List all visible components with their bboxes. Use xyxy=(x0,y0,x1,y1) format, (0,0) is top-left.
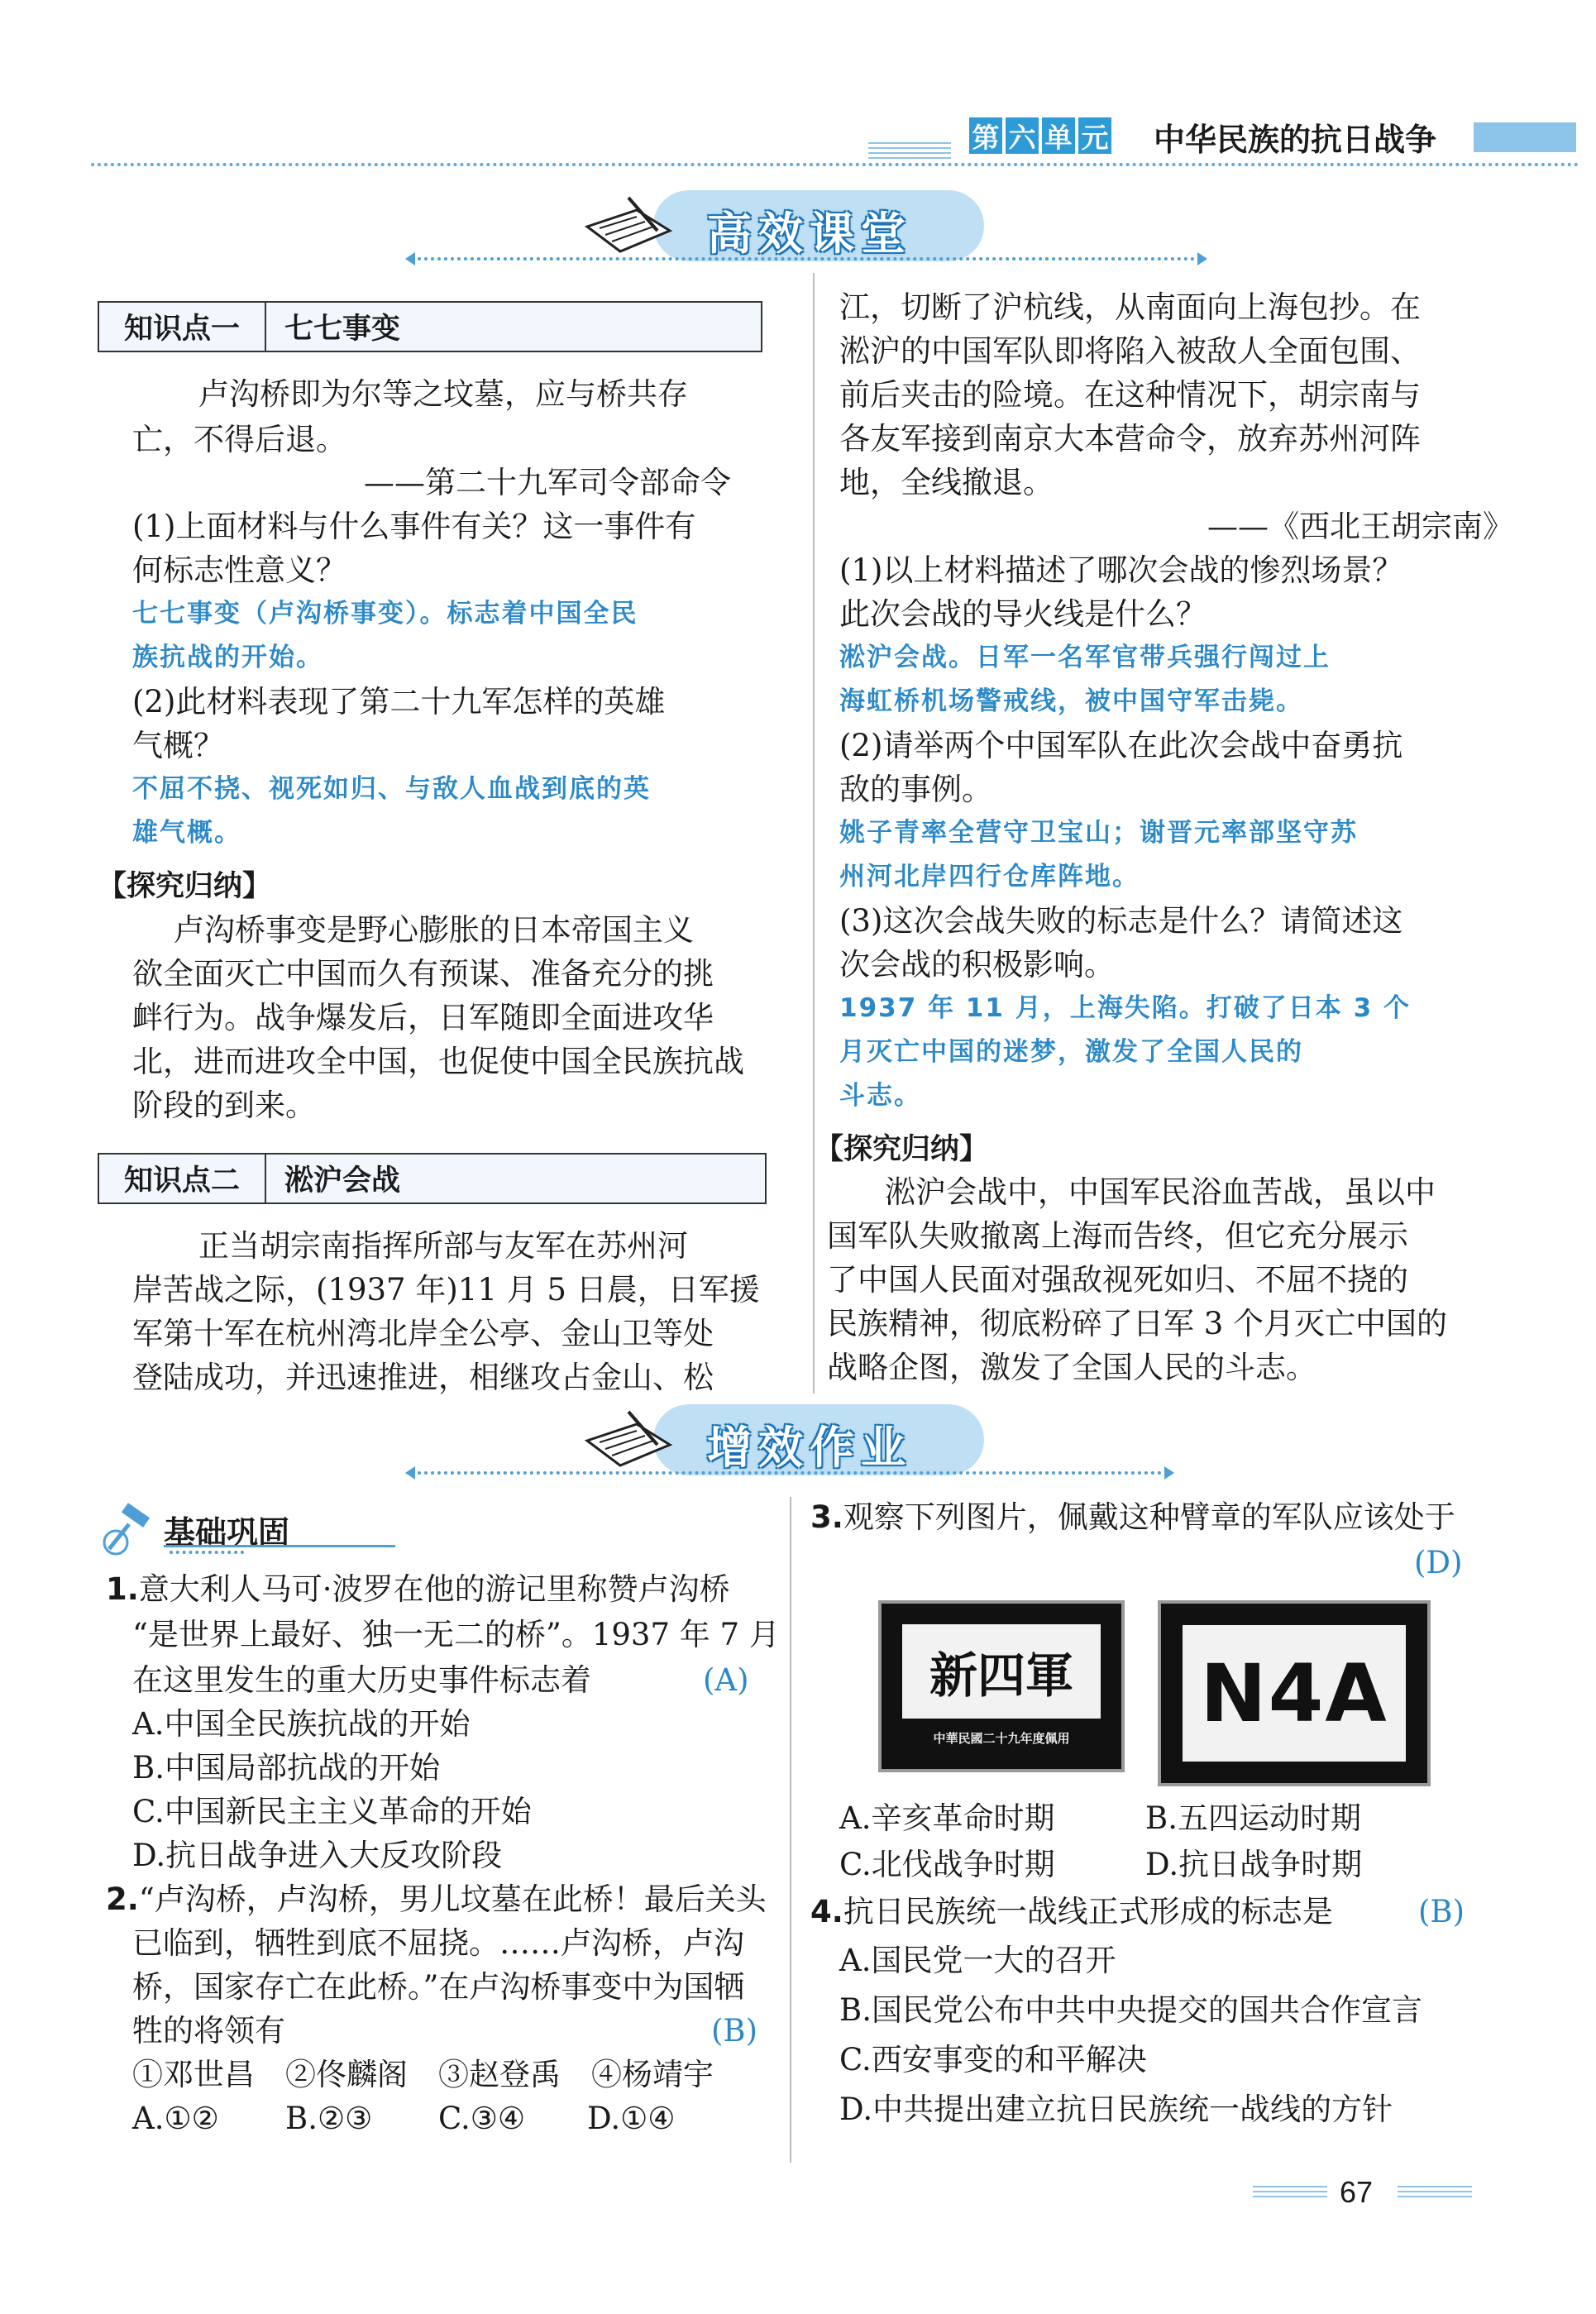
summary-text: 衅行为。战争爆发后，日军随即全面进攻华 xyxy=(132,1000,714,1035)
section-title: 高效课堂 xyxy=(707,208,912,260)
answer-choice: (D) xyxy=(1414,1545,1463,1580)
material-text: 亡，不得后退。 xyxy=(132,422,346,457)
option: C.中国新民主主义革命的开始 xyxy=(132,1794,532,1829)
summary-text: 欲全面灭亡中国而久有预谋、准备充分的挑 xyxy=(132,956,714,992)
header-decor-lines xyxy=(868,142,951,159)
answer-choice: (B) xyxy=(1418,1894,1465,1929)
section-title: 增效作业 xyxy=(707,1422,912,1474)
footer-decor-lines xyxy=(1398,2186,1472,2197)
material-text: 各友军接到南京大本营命令，放弃苏州河阵 xyxy=(839,421,1421,457)
option: C.北伐战争时期 xyxy=(839,1847,1055,1882)
question-stem: 意大利人马可·波罗在他的游记里称赞卢沟桥 xyxy=(138,1571,730,1607)
question-text: (1)以上材料描述了哪次会战的惨烈场景？ xyxy=(839,552,1403,588)
summary-text: 卢沟桥事变是野心膨胀的日本帝国主义 xyxy=(174,912,694,948)
answer-text: 淞沪会战。日军一名军官带兵强行闯过上 xyxy=(839,643,1331,672)
option: D.中共提出建立抗日民族统一战线的方针 xyxy=(839,2092,1393,2127)
option: A.①② xyxy=(132,2101,219,2136)
option: A.国民党一大的召开 xyxy=(839,1943,1116,1978)
summary-text: 了中国人民面对强敌视死如归、不屈不挠的 xyxy=(827,1262,1408,1298)
question-text: (2)请举两个中国军队在此次会战中奋勇抗 xyxy=(839,728,1403,763)
answer-text: 月灭亡中国的迷梦，激发了全国人民的 xyxy=(839,1037,1303,1067)
question-number: 4. xyxy=(810,1894,843,1929)
option: B.五四运动时期 xyxy=(1145,1800,1361,1836)
question-number: 2. xyxy=(106,1881,139,1917)
summary-text: 国军队失败撤离上海而告终，但它充分展示 xyxy=(827,1218,1408,1254)
header-divider xyxy=(91,163,1579,166)
armband-image-english xyxy=(1158,1600,1431,1786)
question-text: 何标志性意义？ xyxy=(132,552,346,588)
unit-badge xyxy=(968,116,1113,157)
notebook-pen-icon xyxy=(579,1408,678,1474)
basics-heading: 基础巩固 xyxy=(164,1514,290,1551)
material-source: ——第二十九军司令部命令 xyxy=(364,465,731,500)
answer-choice: (A) xyxy=(703,1662,749,1698)
basics-dots xyxy=(170,1551,244,1554)
knowledge-point-title: 七七事变 xyxy=(284,313,401,346)
page-number: 67 xyxy=(1340,2175,1374,2209)
question-2 xyxy=(106,1877,767,1921)
option: A.辛亥革命时期 xyxy=(839,1800,1055,1836)
question-number: 1. xyxy=(106,1571,139,1607)
answer-text: 雄气概。 xyxy=(132,818,241,848)
material-text: 淞沪的中国军队即将陷入被敌人全面包围、 xyxy=(839,333,1421,369)
summary-heading: 【探究归纳】 xyxy=(98,870,272,903)
question-1 xyxy=(106,1567,730,1611)
question-text: 此次会战的导火线是什么？ xyxy=(839,596,1207,632)
section-banner-classroom xyxy=(562,190,1025,265)
header-accent-bar xyxy=(1474,122,1576,152)
option: D.抗日战争时期 xyxy=(1145,1847,1363,1882)
material-text: 卢沟桥即为尔等之坟墓，应与桥共存 xyxy=(198,376,688,412)
option: B.②③ xyxy=(285,2101,373,2136)
question-text: (2)此材料表现了第二十九军怎样的英雄 xyxy=(132,684,666,720)
question-text: (3)这次会战失败的标志是什么？请简述这 xyxy=(839,903,1403,939)
option: D.①④ xyxy=(587,2101,676,2136)
material-text: 前后夹击的险境。在这种情况下，胡宗南与 xyxy=(839,377,1421,413)
knowledge-point-box xyxy=(98,1153,767,1204)
knowledge-point-label: 知识点一 xyxy=(99,303,266,351)
column-divider xyxy=(813,273,815,1394)
unit-char: 六 xyxy=(1004,116,1040,155)
question-text: 敌的事例。 xyxy=(839,772,992,807)
answer-text: 海虹桥机场警戒线，被中国守军击毙。 xyxy=(839,686,1303,716)
question-text: (1)上面材料与什么事件有关？这一事件有 xyxy=(132,509,696,544)
option: C.西安事变的和平解决 xyxy=(839,2042,1147,2077)
armband-text: N4A xyxy=(1183,1625,1406,1762)
unit-char: 单 xyxy=(1040,116,1077,155)
knowledge-point-title: 淞沪会战 xyxy=(284,1164,401,1198)
question-4 xyxy=(810,1890,1333,1934)
basics-underline xyxy=(164,1545,395,1547)
answer-text: 斗志。 xyxy=(839,1081,921,1111)
answer-choice: (B) xyxy=(711,2013,758,2049)
material-text: 岸苦战之际，(1937 年)11 月 5 日晨，日军援 xyxy=(132,1272,760,1308)
question-stem: 已临到，牺牲到底不屈挠。……卢沟桥，卢沟 xyxy=(132,1925,744,1961)
answer-text: 族抗战的开始。 xyxy=(132,643,323,672)
question-text: 次会战的积极影响。 xyxy=(839,947,1115,982)
question-items: ①邓世昌 ②佟麟阁 ③赵登禹 ④杨靖宇 xyxy=(132,2057,714,2092)
question-stem: “卢沟桥，卢沟桥，男儿坟墓在此桥！最后关头 xyxy=(138,1881,767,1917)
section-banner-homework xyxy=(562,1404,1025,1479)
unit-char: 第 xyxy=(968,116,1004,155)
question-number: 3. xyxy=(810,1499,843,1535)
summary-text: 战略企图，激发了全国人民的斗志。 xyxy=(827,1350,1316,1385)
armband-image-chinese xyxy=(878,1600,1125,1772)
notebook-pen-icon xyxy=(579,194,678,260)
question-text: 气概？ xyxy=(132,728,224,763)
question-3 xyxy=(810,1495,1455,1539)
hammer-icon xyxy=(98,1501,164,1559)
question-stem: 牲的将领有 xyxy=(132,2013,285,2049)
banner-rule xyxy=(418,257,1195,261)
question-stem: 抗日民族统一战线正式形成的标志是 xyxy=(843,1894,1333,1929)
material-text: 地，全线撤退。 xyxy=(839,465,1054,500)
column-divider xyxy=(790,1497,791,2163)
answer-text: 州河北岸四行仓库阵地。 xyxy=(839,862,1140,892)
material-text: 江，切断了沪杭线，从南面向上海包抄。在 xyxy=(839,289,1421,325)
material-text: 正当胡宗南指挥所部与友军在苏州河 xyxy=(198,1228,688,1264)
answer-text: 不屈不挠、视死如归、与敌人血战到底的英 xyxy=(132,774,651,804)
summary-text: 阶段的到来。 xyxy=(132,1088,316,1123)
answer-text: 1937 年 11 月，上海失陷。打破了日本 3 个 xyxy=(839,993,1411,1023)
option: D.抗日战争进入大反攻阶段 xyxy=(132,1838,503,1873)
option: B.中国局部抗战的开始 xyxy=(132,1750,440,1786)
option: A.中国全民族抗战的开始 xyxy=(132,1706,471,1742)
knowledge-point-label: 知识点二 xyxy=(99,1155,266,1202)
armband-text: 新四軍 xyxy=(900,1622,1103,1721)
option: C.③④ xyxy=(438,2101,526,2136)
unit-char: 元 xyxy=(1077,116,1113,155)
option: B.国民党公布中共中央提交的国共合作宣言 xyxy=(839,1992,1422,2028)
material-text: 登陆成功，并迅速推进，相继攻占金山、松 xyxy=(132,1360,714,1395)
armband-subtext: 中華民國二十九年度佩用 xyxy=(933,1731,1070,1746)
answer-text: 姚子青率全营守卫宝山；谢晋元率部坚守苏 xyxy=(839,818,1358,848)
summary-heading: 【探究归纳】 xyxy=(815,1133,989,1166)
answer-text: 七七事变（卢沟桥事变）。标志着中国全民 xyxy=(132,599,638,629)
question-stem: 桥，国家存亡在此桥。”在卢沟桥事变中为国牺 xyxy=(132,1969,745,2005)
unit-title: 中华民族的抗日战争 xyxy=(1154,122,1437,158)
footer-decor-lines xyxy=(1253,2186,1327,2197)
question-stem: “是世界上最好、独一无二的桥”。1937 年 7 月 xyxy=(132,1617,780,1652)
material-text: 军第十军在杭州湾北岸全公亭、金山卫等处 xyxy=(132,1316,714,1351)
question-stem: 观察下列图片，佩戴这种臂章的军队应该处于 xyxy=(843,1499,1455,1535)
question-stem: 在这里发生的重大历史事件标志着 xyxy=(132,1662,591,1698)
summary-text: 民族精神，彻底粉碎了日军 3 个月灭亡中国的 xyxy=(827,1306,1448,1341)
knowledge-point-box xyxy=(98,301,762,352)
banner-rule xyxy=(418,1471,1162,1475)
summary-text: 淞沪会战中，中国军民浴血苦战，虽以中 xyxy=(885,1174,1436,1210)
material-source: ——《西北王胡宗南》 xyxy=(1207,509,1513,544)
summary-text: 北，进而进攻全中国，也促使中国全民族抗战 xyxy=(132,1044,744,1079)
